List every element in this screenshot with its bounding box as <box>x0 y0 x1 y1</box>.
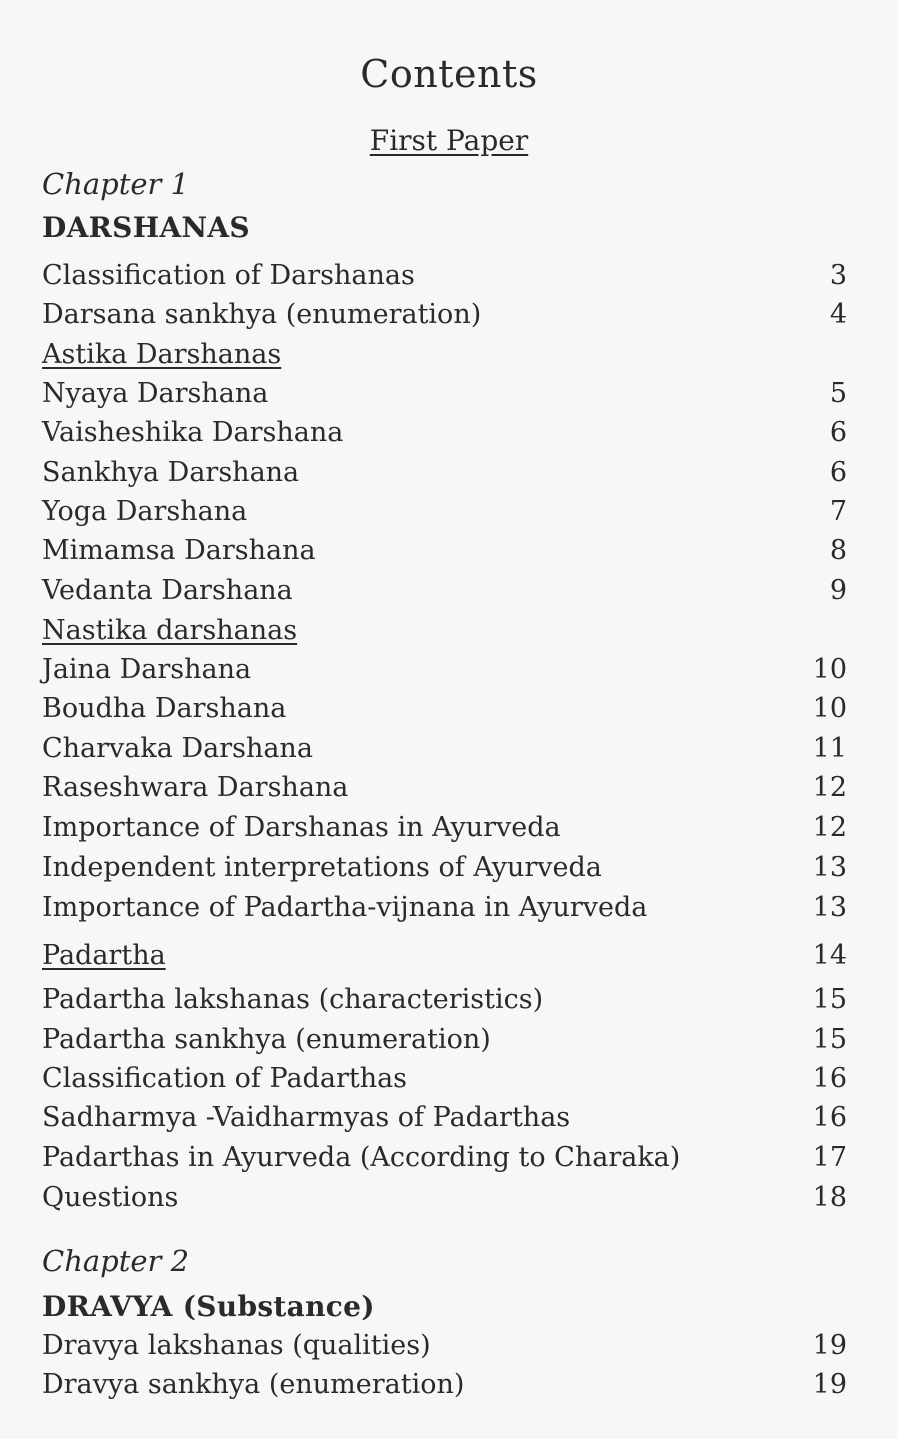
entry-page: 19 <box>812 1369 847 1400</box>
chapter-label-text: Chapter 1 <box>42 167 190 201</box>
toc-entry <box>42 1100 847 1136</box>
toc-entry <box>42 1328 847 1364</box>
toc-entry <box>42 494 847 530</box>
toc-entry <box>42 455 847 491</box>
toc-entry <box>42 297 847 333</box>
entry-page: 5 <box>829 378 847 409</box>
toc-entry <box>42 652 847 688</box>
entry-title: Dravya lakshanas (qualities) <box>42 1330 431 1361</box>
entry-page: 11 <box>812 733 847 764</box>
entry-title: Darsana sankhya (enumeration) <box>42 299 482 330</box>
chapter-label-text: Chapter 2 <box>42 1244 190 1278</box>
toc-entry <box>42 1061 847 1097</box>
toc-section-heading <box>42 938 847 974</box>
entry-title: Padartha lakshanas (characteristics) <box>42 984 544 1015</box>
entry-page: 10 <box>812 693 847 724</box>
page-title: Contents <box>360 52 538 96</box>
toc-entry <box>42 731 847 767</box>
entry-page: 16 <box>812 1063 847 1094</box>
entry-title: Padarthas in Ayurveda (According to Charaka) <box>42 1142 681 1173</box>
paper-title: First Paper <box>369 124 529 157</box>
entry-title: Boudha Darshana <box>42 693 287 724</box>
entry-page: 15 <box>812 984 847 1015</box>
entry-page: 4 <box>829 299 847 330</box>
chapter-1-label <box>42 166 847 202</box>
toc-entry <box>42 415 847 451</box>
entry-title: Importance of Padartha-vijnana in Ayurveda <box>42 892 648 923</box>
toc-entry <box>42 982 847 1018</box>
toc-section-heading <box>42 613 847 649</box>
entry-page: 15 <box>812 1024 847 1055</box>
toc-entry <box>42 810 847 846</box>
entry-title: Sadharmya -Vaidharmyas of Padarthas <box>42 1102 571 1133</box>
entry-title: Raseshwara Darshana <box>42 772 349 803</box>
chapter-1-heading <box>42 210 847 246</box>
entry-page: 18 <box>812 1182 847 1213</box>
entry-page: 6 <box>829 417 847 448</box>
entry-title: Yoga Darshana <box>42 496 248 527</box>
toc-entry <box>42 850 847 886</box>
entry-page: 8 <box>829 535 847 566</box>
toc-entry <box>42 890 847 926</box>
entry-title: Charvaka Darshana <box>42 733 313 764</box>
toc-entry <box>42 1022 847 1058</box>
entry-page: 16 <box>812 1102 847 1133</box>
toc-entry <box>42 1140 847 1176</box>
toc-entry <box>42 533 847 569</box>
entry-page: 13 <box>812 852 847 883</box>
chapter-heading-text: DRAVYA (Substance) <box>42 1290 375 1323</box>
entry-page: 3 <box>829 260 847 291</box>
section-title: Padartha <box>42 940 166 971</box>
chapter-2-label <box>42 1243 847 1279</box>
toc-section-heading <box>42 337 847 373</box>
toc-entry <box>42 573 847 609</box>
chapter-2-heading <box>42 1289 847 1325</box>
entry-page: 19 <box>812 1330 847 1361</box>
entry-title: Padartha sankhya (enumeration) <box>42 1024 491 1055</box>
entry-title: Questions <box>42 1182 179 1213</box>
entry-title: Mimamsa Darshana <box>42 535 316 566</box>
chapter-heading-text: DARSHANAS <box>42 211 250 244</box>
entry-page: 14 <box>812 940 847 971</box>
toc-entry <box>42 770 847 806</box>
entry-title: Nyaya Darshana <box>42 378 269 409</box>
entry-title: Jaina Darshana <box>42 654 252 685</box>
entry-title: Sankhya Darshana <box>42 457 300 488</box>
entry-page: 13 <box>812 892 847 923</box>
entry-title: Classification of Padarthas <box>42 1063 408 1094</box>
entry-title: Independent interpretations of Ayurveda <box>42 852 602 883</box>
entry-title: Vaisheshika Darshana <box>42 417 344 448</box>
toc-entry <box>42 691 847 727</box>
entry-title: Classification of Darshanas <box>42 260 415 291</box>
entry-page: 17 <box>812 1142 847 1173</box>
entry-title: Vedanta Darshana <box>42 575 293 606</box>
entry-page: 10 <box>812 654 847 685</box>
section-title: Astika Darshanas <box>42 339 282 370</box>
toc-entry <box>42 376 847 412</box>
entry-page: 12 <box>812 772 847 803</box>
toc-entry <box>42 258 847 294</box>
entry-page: 7 <box>829 496 847 527</box>
entry-title: Importance of Darshanas in Ayurveda <box>42 812 561 843</box>
toc-entry <box>42 1367 847 1403</box>
entry-page: 12 <box>812 812 847 843</box>
entry-title: Dravya sankhya (enumeration) <box>42 1369 465 1400</box>
section-title: Nastika darshanas <box>42 615 298 646</box>
entry-page: 6 <box>829 457 847 488</box>
entry-page: 9 <box>829 575 847 606</box>
toc-entry <box>42 1180 847 1216</box>
